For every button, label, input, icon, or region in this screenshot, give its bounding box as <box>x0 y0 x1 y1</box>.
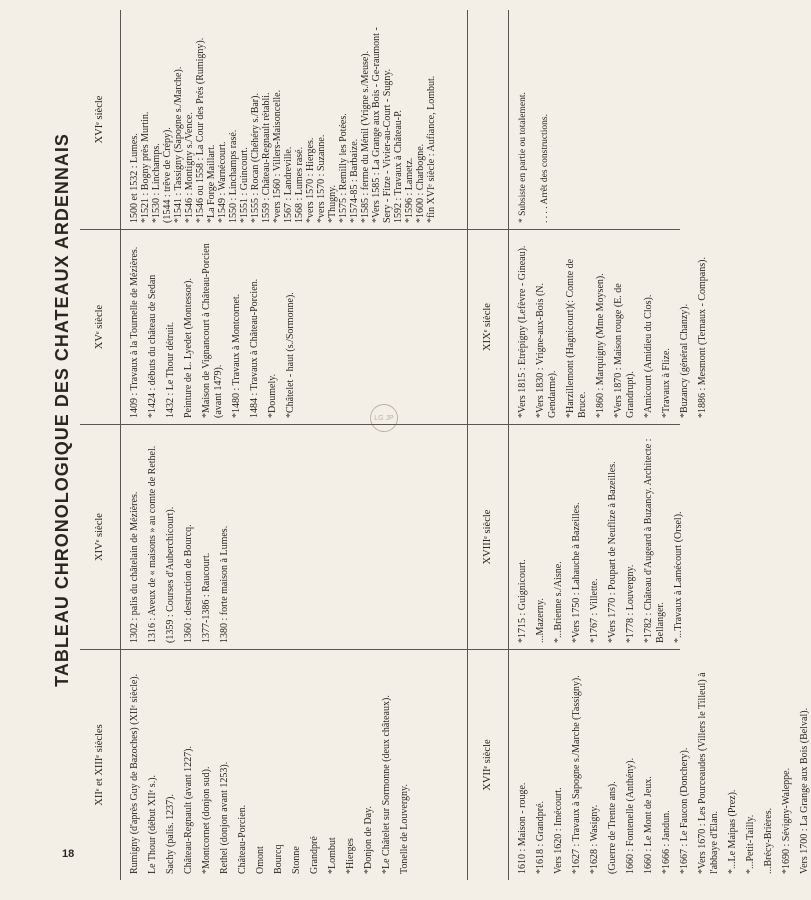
chronology-entry: Rethel (donjon avant 1253). <box>219 761 230 874</box>
chronology-entry: *...Le Maipas (Prez). <box>727 789 738 874</box>
chronology-entry: *Doumely. <box>267 373 278 418</box>
page-number: 18 <box>62 848 75 860</box>
chronology-entry: *vers 1560 : Villers-Maisoncelle. <box>272 89 283 223</box>
bottom-column-4 <box>468 10 680 230</box>
chronology-entry: 1610 : Maison - rouge. <box>517 782 528 874</box>
chronology-entry: *1541 : Tassigny (Sapogne s./Marche). <box>173 66 184 223</box>
column-header: XVIᵉ siècle <box>80 10 121 229</box>
chronology-entry: *1627 : Travaux à Sapogne s./Marche (Tassigny). <box>571 675 582 874</box>
chronology-entry: 1550 : Linchamps rasé. <box>228 129 239 223</box>
chronology-entry: *Donjon de Day. <box>363 806 374 874</box>
chronology-entry: *1666 : Jandun. <box>661 810 672 874</box>
chronology-entry: Grandpré <box>309 836 320 874</box>
chronology-entry: *Vers 1750 : Lahauche à Bazeilles. <box>571 502 582 643</box>
chronology-entry: *1585 : ferme du Ménil (Vrigne s./Meuse). <box>360 50 371 223</box>
chronology-entry: 1302 : palis du châtelain de Mézières. <box>129 491 140 643</box>
chronology-entry: *Vers 1770 : Poupart de Neuflize à Bazeilles. <box>607 461 618 643</box>
chronology-entry: Château-Regnault (avant 1227). <box>183 745 194 874</box>
chronology-entry: *Travaux à Flize. <box>661 348 672 418</box>
chronology-entry: *1782 : Château d'Augeard à Buzancy. Architecte : Bellanger. <box>643 438 666 643</box>
chronology-entry: *1767 : Villette. <box>589 578 600 643</box>
chronology-entry: *1546 : Montigny s./Vence. <box>184 112 195 223</box>
chronology-entry: *1628 : Wasigny. <box>589 804 600 874</box>
chronology-entry: 1660 : Fontenelle (Anthény). <box>625 757 636 874</box>
bottom-band <box>467 10 810 880</box>
chronology-entry: *1546 ou 1558 : La Cour des Prés (Rumigny). <box>195 37 206 223</box>
chronology-entry: *Vers 1815 : Etrépigny (Lefèvre - Gineau). <box>517 245 528 418</box>
chronology-entry: 1484 : Travaux à Château-Porcien. <box>249 278 260 418</box>
chronology-entry: *...Brienne s./Aisne. <box>553 561 564 643</box>
chronology-entry: *Amicourt (Amidieu du Clos). <box>643 294 654 418</box>
chronology-entry: *vers 1570 : Hierges. <box>305 137 316 223</box>
bottom-column-3 <box>468 230 708 425</box>
chronology-entry: *1530 : Linchamps. <box>151 143 162 223</box>
chronology-entry: 1500 et 1532 : Lumes. <box>129 133 140 223</box>
chronology-entry: Vers 1620 : Imécourt. <box>553 787 564 874</box>
chronology-entry: 1432 : Le Thour détruit. <box>165 321 176 418</box>
chronology-table <box>80 10 810 880</box>
chronology-entry: 1360 : destruction de Bourcq. <box>183 524 194 643</box>
chronology-entry: *1551 : Guincourt. <box>239 147 250 223</box>
chronology-entry: *...Petit-Tailly. <box>745 814 756 874</box>
chronology-entry: Omont <box>255 846 266 874</box>
chronology-entry: Tonelle de Louvergny. <box>399 784 410 874</box>
chronology-entry: Rumigny (d'après Guy de Bazoches) (XIIᵉ siècle). <box>129 673 140 874</box>
top-column-4 <box>80 10 467 230</box>
top-band <box>80 10 467 880</box>
top-column-3 <box>80 230 467 425</box>
top-column-2 <box>80 425 467 650</box>
chronology-entry: 1660 : Le Mont de Jeux. <box>643 776 654 874</box>
chronology-entry: *Vers 1585 : La Grange aux Bois - Ge-raumont - Sery - Fitze - Vivier-au-Court - Sugny. <box>371 27 393 223</box>
chronology-entry: *1618 : Grandpré. <box>535 800 546 874</box>
chronology-entry: Vers 1700 : La Grange aux Bois (Belval). <box>799 707 810 874</box>
chronology-entry: ...Mazerny. <box>535 598 546 643</box>
chronology-entry: Bourcq <box>273 844 284 874</box>
bottom-column-1 <box>468 650 810 880</box>
chronology-entry: *Buzancy (général Chanzy). <box>679 303 690 418</box>
column-header: XIIᵉ et XIIIᵉ siècles <box>80 650 121 880</box>
chronology-entry: 1559 : Château-Regnault rétabli. <box>261 92 272 223</box>
chronology-entry: *La Forge Maillart. <box>206 144 217 223</box>
chronology-entry: *1667 : Le Faucon (Donchery). <box>679 747 690 874</box>
chronology-entry: *Le Châtelet sur Sormonne (deux châteaux). <box>381 695 392 874</box>
chronology-entry: Château-Porcien. <box>237 804 248 874</box>
chronology-entry: *1886 : Mesmont (Ternaux - Compans). <box>697 257 708 418</box>
chronology-entry: 1409 : Travaux à la Tournelle de Mézières. <box>129 246 140 418</box>
chronology-entry: *Maison de Vignancourt à Château-Porcien (avant 1479). <box>201 243 224 418</box>
chronology-entry: (1359 : Courses d'Auberchicourt). <box>165 506 176 643</box>
chronology-entry: *Thugny. <box>327 185 338 223</box>
chronology-entry: 1380 : forte maison à Lumes. <box>219 525 230 643</box>
chronology-entry: *1424 : débuts du château de Sedan <box>147 274 158 418</box>
chronology-entry: *Montcornet (donjon sud). <box>201 766 212 874</box>
chronology-entry: *Châtelet - haut (s./Sormonne). <box>285 292 296 418</box>
chronology-entry: 1316 : Aveux de « maisons » au comte de Rethel. <box>147 445 158 643</box>
legend-note: * Subsiste en partie ou totalement. <box>518 92 528 223</box>
column-header: XIVᵉ siècle <box>80 425 121 649</box>
chronology-entry: Peinture de L. Lyedet (Montessor). <box>183 278 194 418</box>
chronology-entry: *1600 : Charbogne. <box>415 143 426 223</box>
chronology-entry: 1567 : Landreville. <box>283 146 294 223</box>
table-title: TABLEAU CHRONOLOGIQUE DES CHATEAUX ARDENNAIS <box>52 133 72 687</box>
chronology-entry: *Vers 1830 : Vrigne-aux-Bois (N. Gendarme). <box>535 282 558 418</box>
chronology-entry: 1377-1386 : Raucourt. <box>201 552 212 643</box>
chronology-entry: *Hierges <box>345 838 356 874</box>
chronology-entry: *Lombut <box>327 837 338 874</box>
chronology-entry: *vers 1570 : Suzanne. <box>316 134 327 223</box>
chronology-entry: *Vers 1870 : Maison rouge (E. de Grandrupt). <box>613 283 636 418</box>
chronology-entry: *1574-85 : Barbaize. <box>349 138 360 223</box>
chronology-entry: Le Thour (début XIIᵉ s.). <box>147 774 158 874</box>
column-header <box>468 10 509 229</box>
chronology-entry: *fin XVIᵉ siècle : Aufiance, Lombut. <box>426 75 437 223</box>
chronology-entry: *1521 : Bogny près Murtin. <box>140 111 151 223</box>
column-header: XVᵉ siècle <box>80 230 121 424</box>
chronology-entry: 1568 : Lumes rasé. <box>294 146 305 223</box>
chronology-entry: *1596 : Lametz. <box>404 157 415 223</box>
chronology-entry: 1592 : Travaux à Château-P. <box>393 109 404 223</box>
bottom-column-2 <box>468 425 684 650</box>
library-stamp: LG JP <box>370 404 398 432</box>
chronology-entry: Sachy (palis. 1237). <box>165 794 176 874</box>
chronology-entry: ...Brécy-Brières. <box>763 807 774 874</box>
chronology-entry: *1690 : Sévigny-Waleppe. <box>781 767 792 874</box>
chronology-entry: *Vers 1670 : Les Pourceaudes (Villers le Tilleul) à l'abbaye d'Elan. <box>697 672 720 874</box>
legend-note: . . . . Arrêt des constructions. <box>540 114 550 223</box>
chronology-entry: *1575 : Remilly les Potées. <box>338 113 349 223</box>
column-header: XVIIIᵉ siècle <box>468 425 509 649</box>
chronology-entry: (1544 : trêve de Crépy). <box>162 127 173 223</box>
chronology-entry: *1860 : Marquigny (Mme Moysen). <box>595 273 606 418</box>
chronology-entry: *...Travaux à Lamécourt (Orsel). <box>673 511 684 643</box>
chronology-entry: (Guerre de Trente ans). <box>607 781 618 874</box>
top-column-1 <box>80 650 467 880</box>
chronology-entry: *1715 : Guignicourt. <box>517 559 528 643</box>
chronology-entry: *1480 : Travaux à Montcornet. <box>231 293 242 418</box>
chronology-entry: Stonne <box>291 846 302 874</box>
column-header: XVIIᵉ siècle <box>468 650 509 880</box>
chronology-entry: *1555 : Rocan (Chéhéry s./Bar). <box>250 93 261 223</box>
chronology-entry: *Harzillemont (Hagnicourt)(: Comte de Bruce. <box>565 258 588 418</box>
chronology-entry: *1549 : Warnécourt. <box>217 141 228 223</box>
chronology-entry: *1778 : Louvergny. <box>625 564 636 643</box>
column-header: XIXᵉ siècle <box>468 230 509 424</box>
